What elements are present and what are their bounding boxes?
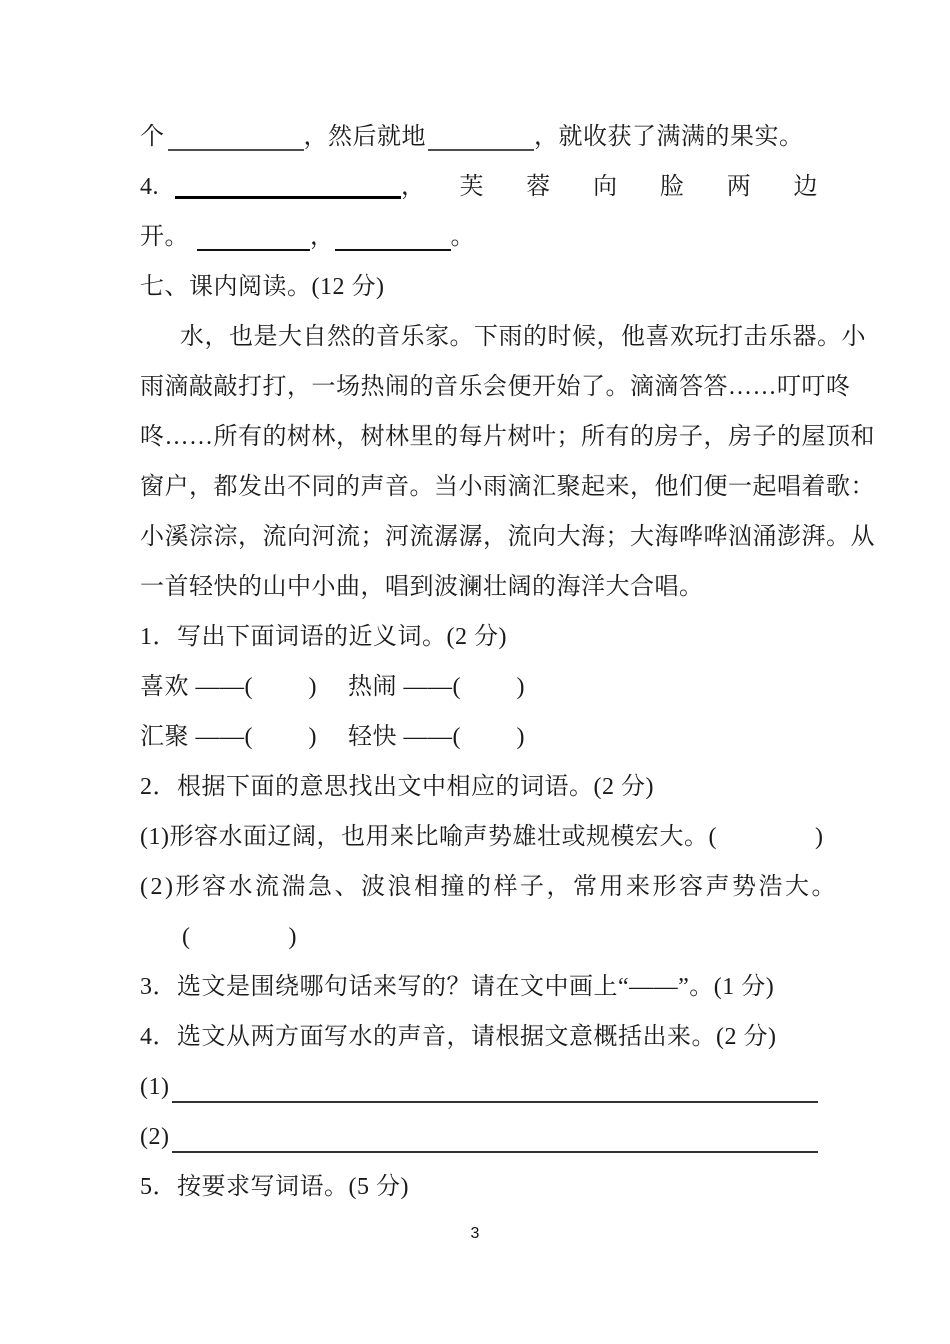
line3-prefix: 开。 — [140, 224, 189, 250]
page-number: 3 — [470, 1225, 480, 1242]
answer-blank — [197, 215, 310, 251]
synonym-row-2: 汇聚 ——( ) 轻快 ——( ) — [140, 724, 525, 750]
question-4-answer-line-1 — [140, 1062, 818, 1112]
passage-line: 窗户，都发出不同的声音。当小雨滴汇聚起来，他们便一起唱着歌： — [140, 474, 875, 500]
period: 。 — [450, 224, 475, 250]
justified-characters — [460, 162, 819, 212]
item-number: 4. — [140, 174, 159, 200]
item-label: (1) — [140, 1074, 170, 1100]
char: 两 — [726, 174, 752, 200]
fill-blank-line-1 — [140, 112, 818, 162]
comma: ， — [401, 174, 426, 200]
char: 脸 — [659, 174, 685, 200]
question-4-fill-line — [140, 162, 818, 212]
passage-line: 咚……所有的树林，树林里的每片树叶；所有的房子，房子的屋顶和 — [140, 424, 875, 450]
answer-blank-long — [172, 1062, 818, 1103]
char: 芙 — [459, 174, 484, 200]
passage-line: 一首轻快的山中小曲，唱到波澜壮阔的海洋大合唱。 — [140, 574, 704, 600]
question-4-title: 4．选文从两方面写水的声音，请根据文意概括出来。(2 分) — [140, 1024, 777, 1050]
section-heading: 七、课内阅读。(12 分) — [140, 274, 385, 300]
answer-blank — [335, 215, 451, 251]
passage-line: 小溪淙淙，流向河流；河流潺潺，流向大海；大海哗哗汹涌澎湃。从 — [140, 524, 875, 550]
question-4-answer-line-2 — [140, 1112, 818, 1162]
question-3-title: 3．选文是围绕哪句话来写的？请在文中画上“——”。(1 分) — [140, 974, 775, 1000]
document-body — [140, 112, 875, 1212]
item-label: (2) — [140, 1124, 170, 1150]
answer-blank — [168, 115, 304, 151]
line1-mid: ，然后就地 — [303, 124, 426, 150]
answer-blank-long — [172, 1112, 818, 1153]
question-1-title: 1．写出下面词语的近义词。(2 分) — [140, 624, 507, 650]
line1-prefix: 个 — [140, 124, 165, 150]
synonym-row-1: 喜欢 ——( ) 热闹 ——( ) — [140, 674, 525, 700]
fill-blank-line-2 — [140, 212, 818, 262]
line1-suffix: ，就收获了满满的果实。 — [534, 124, 804, 150]
char: 向 — [593, 174, 618, 200]
passage-line: 水，也是大自然的音乐家。下雨的时候，他喜欢玩打击乐器。小 — [180, 324, 866, 350]
question-5-title: 5．按要求写词语。(5 分) — [140, 1174, 409, 1200]
answer-blank-bold — [175, 162, 401, 199]
comma: ， — [310, 224, 335, 250]
question-2-item-2: (2)形容水流湍急、波浪相撞的样子，常用来形容声势浩大。 — [140, 874, 838, 900]
answer-blank — [428, 115, 534, 151]
question-2-item-1: (1)形容水面辽阔，也用来比喻声势雄壮或规模宏大。( ) — [140, 824, 824, 850]
char: 蓉 — [526, 174, 551, 200]
question-2-item-2-parens: ( ) — [182, 924, 297, 950]
char: 边 — [793, 174, 818, 200]
passage-line: 雨滴敲敲打打，一场热闹的音乐会便开始了。滴滴答答……叮叮咚 — [140, 374, 851, 400]
question-2-title: 2．根据下面的意思找出文中相应的词语。(2 分) — [140, 774, 654, 800]
